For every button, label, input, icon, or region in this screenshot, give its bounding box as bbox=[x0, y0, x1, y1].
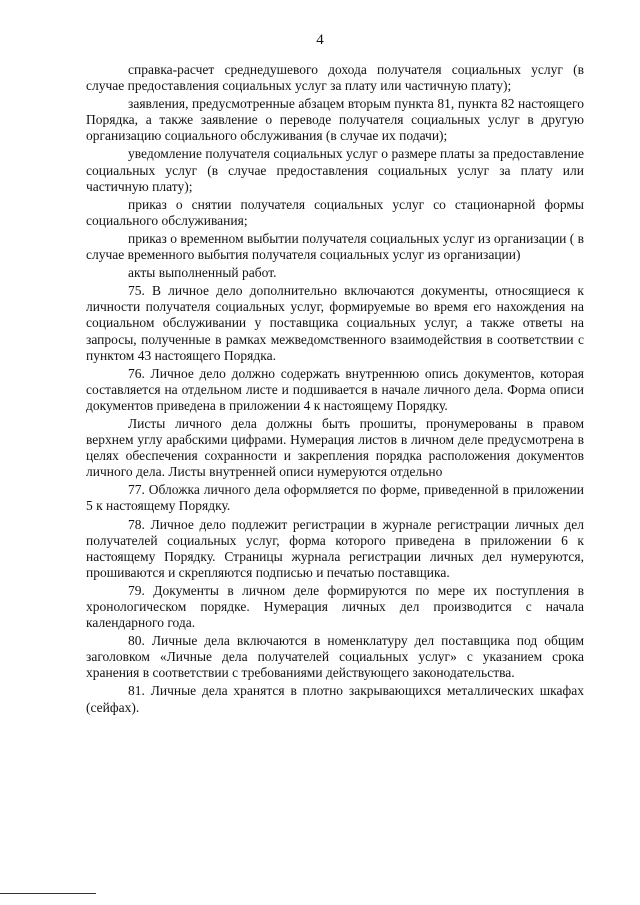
page-number: 4 bbox=[316, 32, 324, 48]
footer-divider bbox=[0, 893, 96, 894]
paragraph-applications: заявления, предусмотренные абзацем вторым пункта 81, пункта 82 настоящего Порядка, а также заявление о переводе получателя социальных услуг в другую организацию социального обслуживания (в случае их подачи); bbox=[86, 96, 584, 144]
paragraph-80: 80. Личные дела включаются в номенклатуру дел поставщика под общим заголовком «Личные дела получателей социальных услуг» с указанием срока хранения в соответствии с требованиями действующего законодательства. bbox=[86, 633, 584, 681]
paragraph-81: 81. Личные дела хранятся в плотно закрывающихся металлических шкафах (сейфах). bbox=[86, 683, 584, 715]
paragraph-78: 78. Личное дело подлежит регистрации в журнале регистрации личных дел получателей социальных услуг, форма которого приведена в приложении 6 к настоящему Порядку. Страницы журнала регистрации личных дел нумеруются, прошиваются и скрепляются подписью и печатью поставщика. bbox=[86, 516, 584, 580]
paragraph-income-certificate: справка-расчет среднедушевого дохода получателя социальных услуг (в случае предоставления социальных услуг за плату или частичную плату); bbox=[86, 62, 584, 94]
paragraph-75: 75. В личное дело дополнительно включаются документы, относящиеся к личности получателя социальных услуг, формируемые во время его нахождения на социальном обслуживании у поставщика социальных услуг, а также ответы на запросы, полученные в рамках межведомственного взаимодействия в соответствии с пунктом 43 настоящего Порядка. bbox=[86, 283, 584, 363]
paragraph-77: 77. Обложка личного дела оформляется по форме, приведенной в приложении 5 к настоящему Порядку. bbox=[86, 482, 584, 514]
paragraph-work-acts: акты выполненный работ. bbox=[128, 265, 277, 281]
paragraph-sheet-numbering: Листы личного дела должны быть прошиты, пронумерованы в правом верхнем углу арабскими цифрами. Нумерация листов в личном деле предусмотрена в целях обеспечения сохранности и закрепления порядка расположения документов личного дела. Листы внутренней описи нумеруются отдельно bbox=[86, 415, 584, 480]
paragraph-temporary-leave-order: приказ о временном выбытии получателя социальных услуг из организации ( в случае временного выбытия получателя социальных услуг из организации) bbox=[86, 230, 584, 263]
paragraph-removal-order: приказ о снятии получателя социальных услуг со стационарной формы социального обслуживания; bbox=[86, 196, 584, 228]
document-body bbox=[86, 62, 584, 718]
paragraph-79: 79. Документы в личном деле формируются по мере их поступления в хронологическом порядке. Нумерация личных дел производится с начала календарного года. bbox=[86, 582, 584, 631]
paragraph-76: 76. Личное дело должно содержать внутреннюю опись документов, которая составляется на отдельном листе и подшивается в начале личного дела. Форма описи документов приведена в приложении 4 к настоящему Порядку. bbox=[86, 365, 584, 413]
paragraph-fee-notice: уведомление получателя социальных услуг о размере платы за предоставление социальных услуг (в случае предоставления социальных услуг за плату или частичную плату); bbox=[86, 146, 584, 194]
